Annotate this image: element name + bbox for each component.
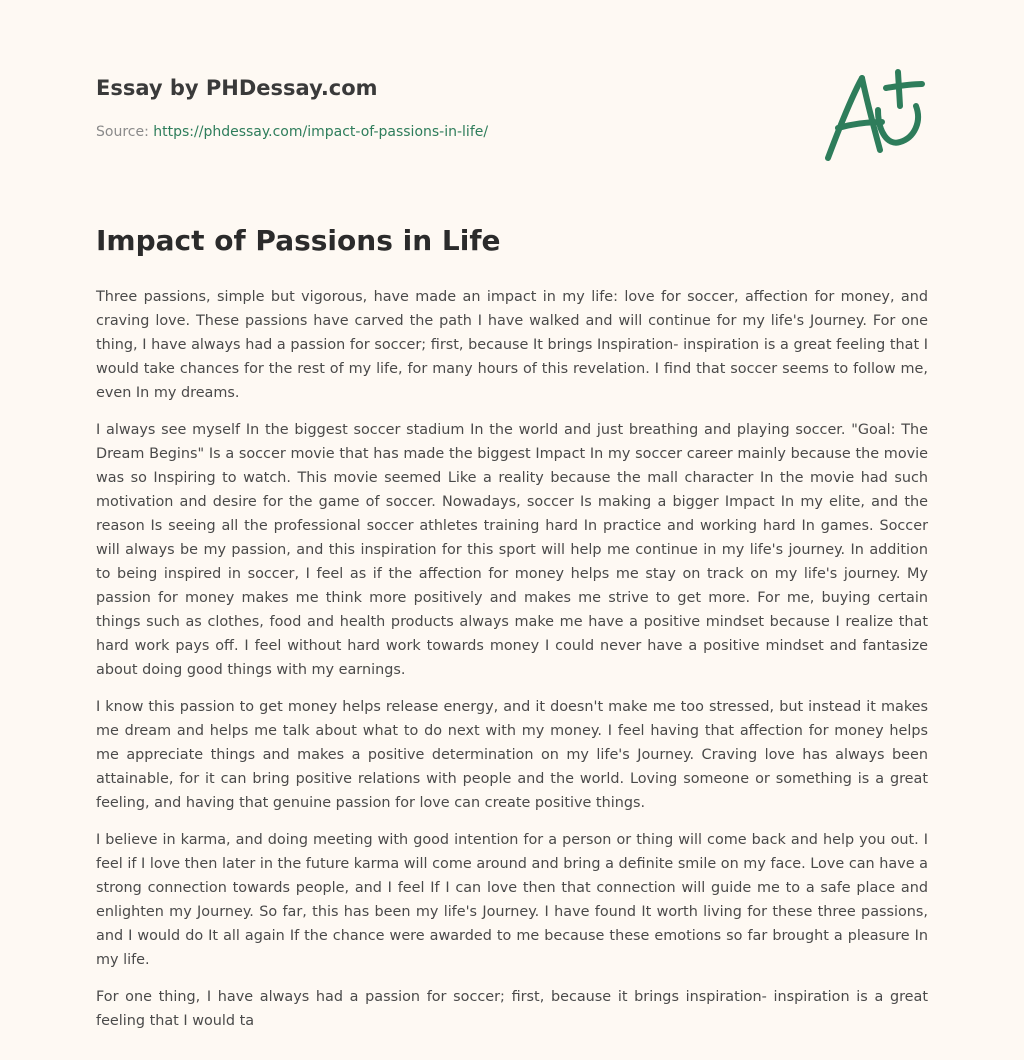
essay-body [96, 285, 928, 1046]
essay-paragraph-1: Three passions, simple but vigorous, have made an impact in my life: love for soccer, affection for money, and craving love. These passions have carved the path I have walked and will continue for my life's Journey. For one thing, I have always had a passion for soccer; first, because It brings Inspiration- inspiration is a great feeling that I would take chances for the rest of my life, for many hours of this revelation. I find that soccer seems to follow me, even In my dreams. [96, 289, 928, 401]
source-line [96, 124, 488, 140]
source-link[interactable]: https://phdessay.com/impact-of-passions-in-life/ [153, 124, 489, 140]
a-plus-logo-icon [818, 66, 928, 166]
source-label: Source: [96, 124, 149, 140]
a-plus-logo [818, 66, 928, 166]
essay-title: Impact of Passions in Life [96, 224, 501, 257]
essay-paragraph-5: For one thing, I have always had a passion for soccer; first, because it brings inspiration- inspiration is a great feeling that I would ta [96, 989, 928, 1029]
site-title: Essay by PHDessay.com [96, 76, 378, 100]
essay-paragraph-3: I know this passion to get money helps release energy, and it doesn't make me too stressed, but instead it makes me dream and helps me talk about what to do next with my money. I feel having that affection for money helps me appreciate things and makes a positive determination on my life's Journey. Craving love has always been attainable, for it can bring positive relations with people and the world. Loving someone or something is a great feeling, and having that genuine passion for love can create positive things. [96, 699, 928, 811]
essay-paragraph-2: I always see myself In the biggest soccer stadium In the world and just breathing and playing soccer. "Goal: The Dream Begins" Is a soccer movie that has made the biggest Impact In my soccer career mainly because the movie was so Inspiring to watch. This movie seemed Like a reality because the mall character In the movie had such motivation and desire for the game of soccer. Nowadays, soccer Is making a bigger Impact In my elite, and the reason Is seeing all the professional soccer athletes training hard In practice and working hard In games. Soccer will always be my passion, and this inspiration for this sport will help me continue in my life's journey. In addition to being inspired in soccer, I feel as if the affection for money helps me stay on track on my life's journey. My passion for money makes me think more positively and makes me strive to get more. For me, buying certain things such as clothes, food and health products always make me have a positive mindset because I realize that hard work pays off. I feel without hard work towards money I could never have a positive mindset and fantasize about doing good things with my earnings. [96, 422, 928, 678]
essay-paragraph-4: I believe in karma, and doing meeting with good intention for a person or thing will come back and help you out. I feel if I love then later in the future karma will come around and bring a definite smile on my face. Love can have a strong connection towards people, and I feel If I can love then that connection will guide me to a safe place and enlighten my Journey. So far, this has been my life's Journey. I have found It worth living for these three passions, and I would do It all again If the chance were awarded to me because these emotions so far brought a pleasure In my life. [96, 832, 928, 968]
